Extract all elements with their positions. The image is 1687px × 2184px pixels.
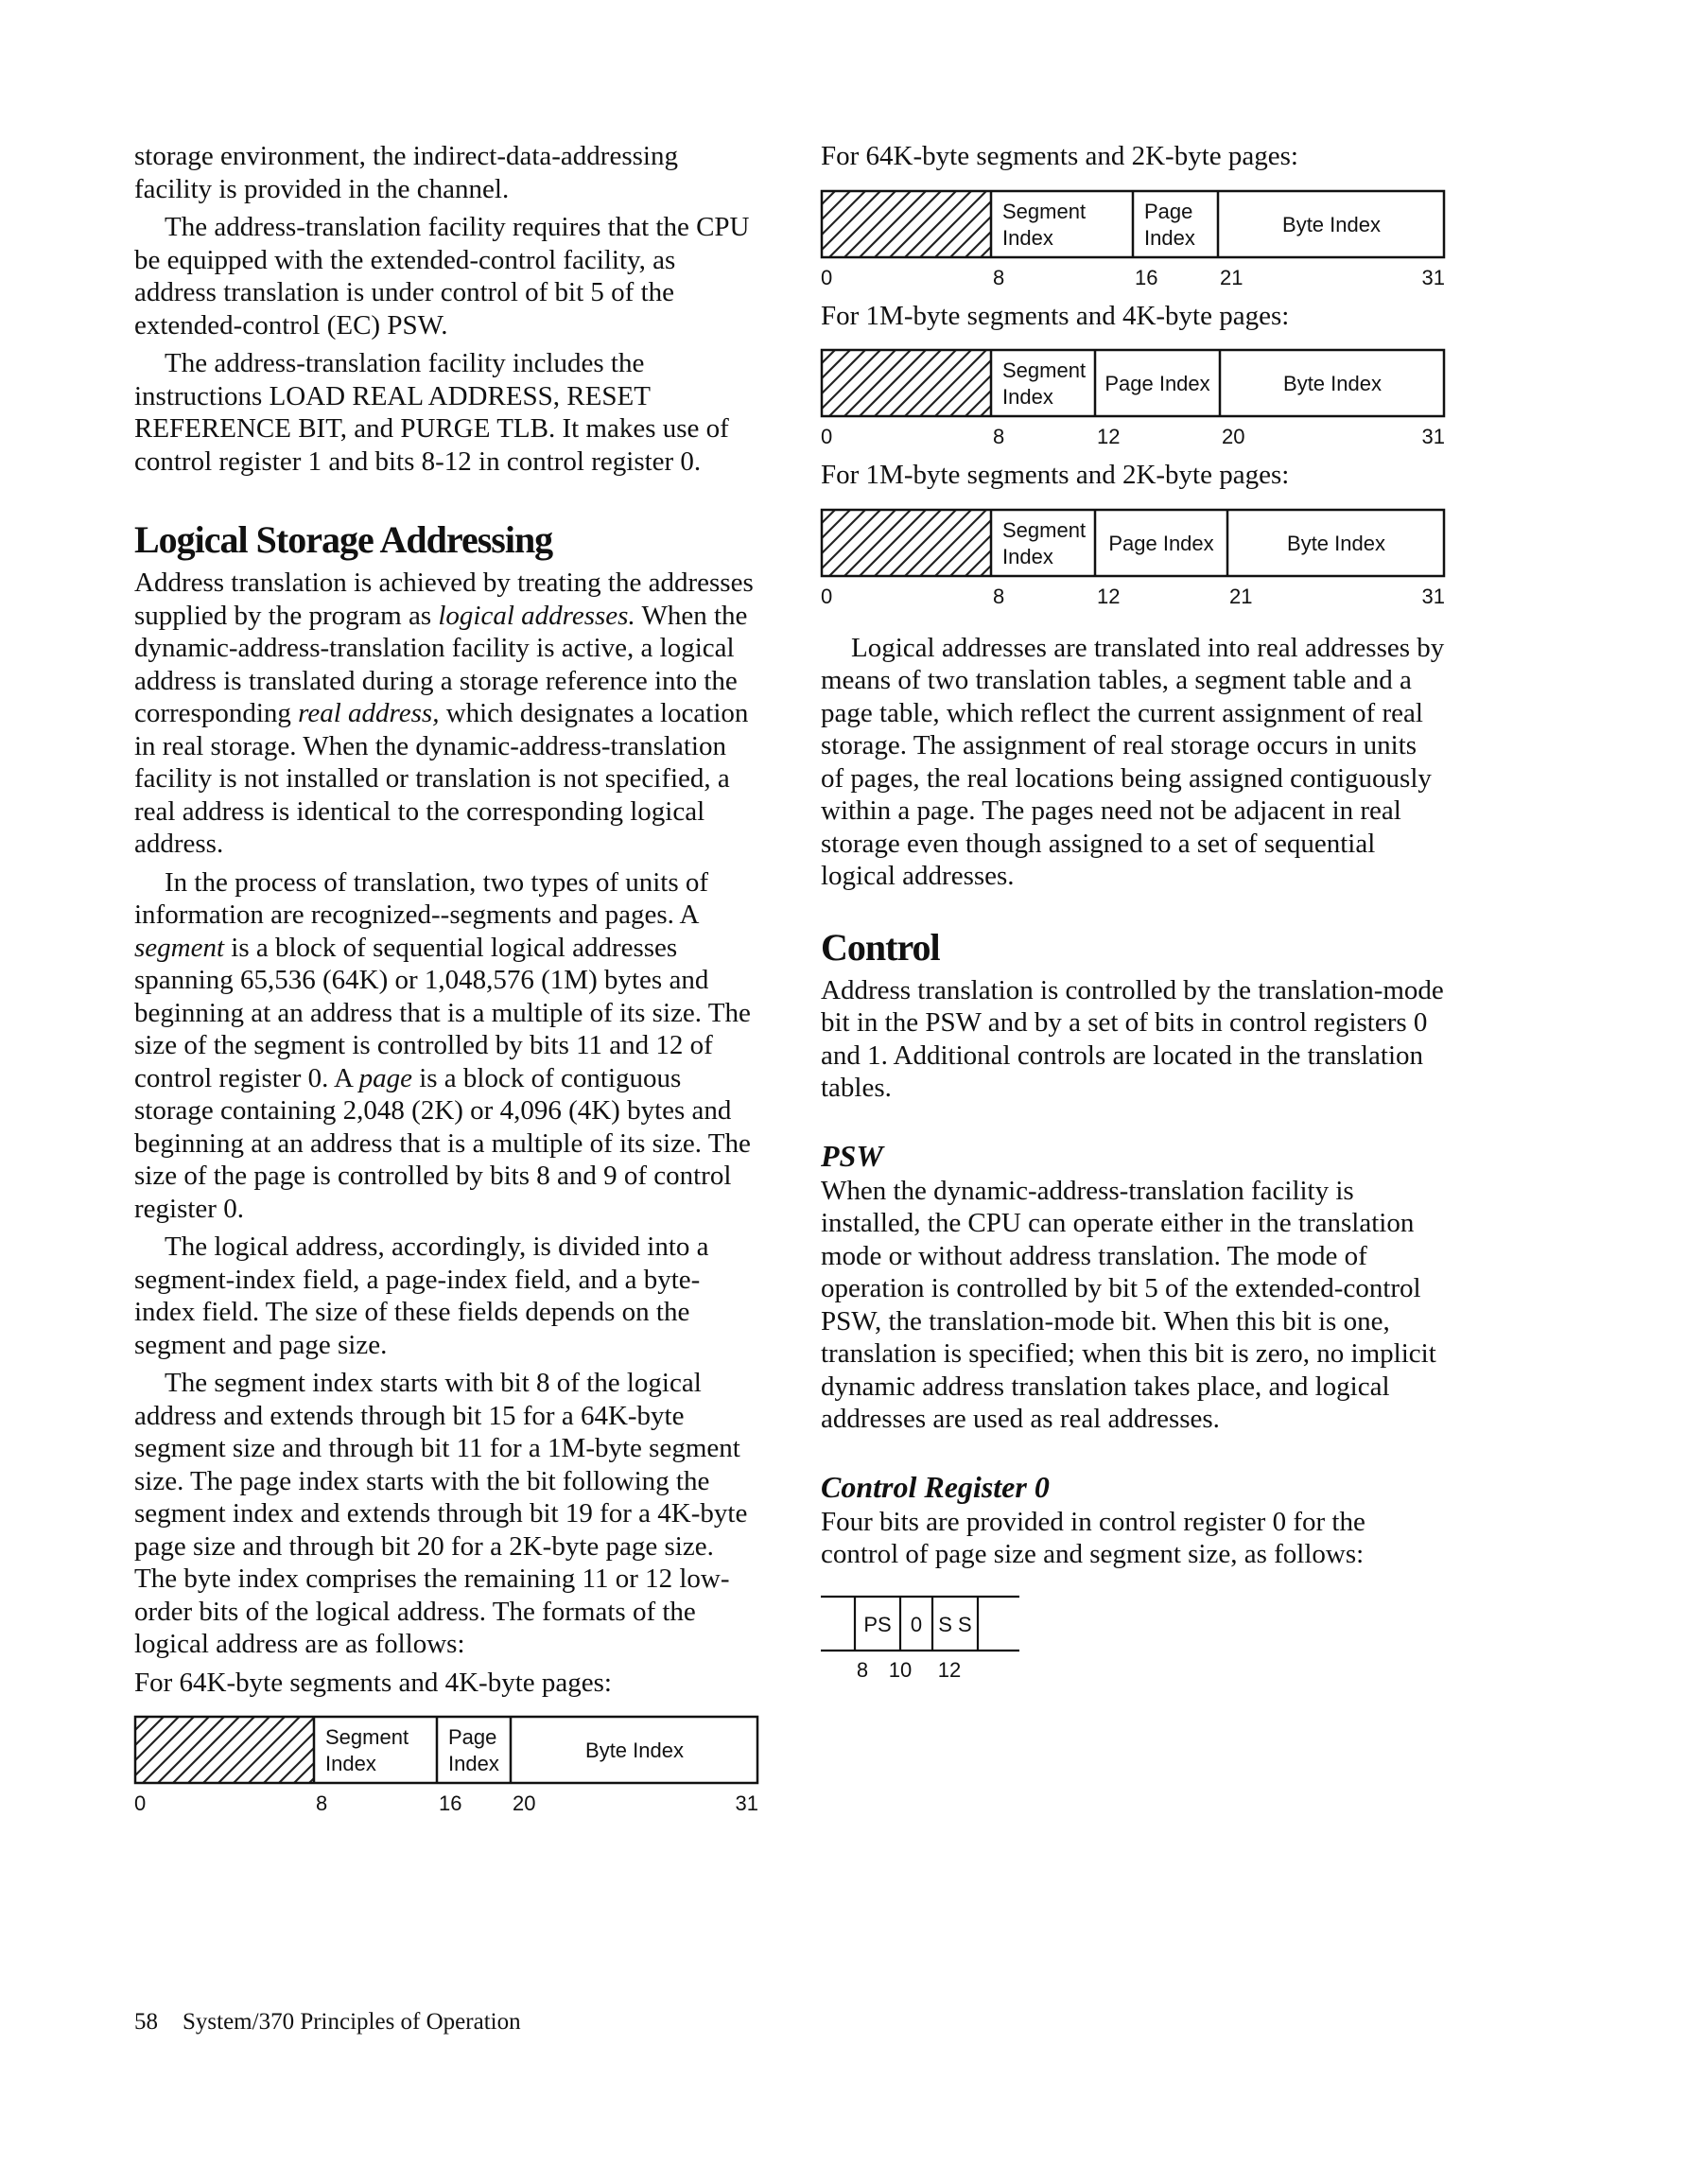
para-control: Address translation is controlled by the translation-mode bit in the PSW and by a set of bits in control registers 0 and 1. Additional controls are located in the translation tables.	[821, 974, 1444, 1103]
bit-number: 31	[1421, 265, 1445, 289]
bit-number: 10	[888, 1657, 913, 1682]
para-includes: The address-translation facility includes the instructions LOAD REAL ADDRESS, RESET REFERENCE BIT, and PURGE TLB. It makes use of control register 1 and bits 8-12 in control register 0.	[134, 348, 729, 477]
para-divided: The logical address, accordingly, is divided into a segment-index field, a page-index field, and a byte-index field. The size of these fields depends on the segment and page size.	[134, 1232, 709, 1360]
bit-number: 20	[513, 1791, 536, 1815]
bit-number: 8	[993, 584, 1005, 608]
cr0-field-label: S S	[938, 1612, 972, 1636]
field-label: Page Index	[1108, 531, 1214, 555]
format-1m-4k-diagram	[821, 349, 1445, 448]
page-number: 58	[134, 2009, 158, 2035]
field-label: Byte Index	[1283, 372, 1382, 395]
cr0-field-label: 0	[910, 1612, 923, 1636]
left-column	[134, 140, 758, 1826]
bit-number: 20	[1222, 425, 1245, 448]
cr0-diagram	[821, 1596, 1445, 1681]
bit-number: 8	[993, 425, 1005, 448]
field-label: Index	[1002, 544, 1053, 568]
bit-number: 0	[821, 265, 833, 289]
format-diagram-svg	[821, 349, 1445, 448]
field-label: Segment	[1002, 199, 1087, 223]
bit-number: 21	[1220, 265, 1244, 289]
right-column	[821, 140, 1445, 1696]
para-cr0: Four bits are provided in control register 0 for the control of page size and segment size, as follows:	[821, 1506, 1365, 1569]
bit-number: 8	[856, 1657, 869, 1682]
field-label: Page	[1144, 199, 1193, 223]
bit-number: 12	[1097, 584, 1121, 608]
format-64k-4k-diagram	[134, 1716, 758, 1815]
bit-number: 0	[134, 1791, 147, 1815]
format-64k-2k-label: For 64K-byte segments and 2K-byte pages:	[821, 141, 1298, 171]
para-psw: When the dynamic-address-translation facility is installed, the CPU can operate either in the translation mode or without address translation. The mode of operation is controlled by bit 5 of the extended-control PSW, the translation-mode bit. When this bit is one, translation is specified; when this bit is zero, no implicit dynamic address translation takes place, and logical addresses are used as real addresses.	[821, 1175, 1436, 1434]
bit-number: 31	[735, 1791, 758, 1815]
para-intro: storage environment, the indirect-data-addressing facility is provided in the channel.	[134, 141, 678, 204]
format-64k-4k-label: For 64K-byte segments and 4K-byte pages:	[134, 1667, 612, 1698]
bit-number: 12	[937, 1657, 962, 1682]
bit-number: 0	[821, 425, 833, 448]
field-label: Byte Index	[1282, 212, 1381, 236]
bit-number: 0	[821, 584, 833, 608]
para-segment-index: The segment index starts with bit 8 of the logical address and extends through bit 15 for a 64K-byte segment size and through bit 11 for a 1M-byte segment size. The page index starts with the bit following the segment index and extends through bit 19 for a 4K-byte page size and through bit 20 for a 2K-byte page size. The byte index comprises the remaining 11 or 12 low-order bits of the logical address. The formats of the logical address are as follows:	[134, 1368, 748, 1659]
heading-logical-storage-addressing: Logical Storage Addressing	[134, 518, 553, 561]
footer-title: System/370 Principles of Operation	[183, 2009, 521, 2035]
field-label: Page	[448, 1725, 497, 1749]
field-label: Index	[448, 1752, 499, 1775]
format-1m-4k-label: For 1M-byte segments and 4K-byte pages:	[821, 300, 1290, 331]
para-translated: Logical addresses are translated into real addresses by means of two translation tables, a segment table and a page table, which reflect the current assignment of real storage. The assignment of real storage occurs in units of pages, the real locations being assigned contiguously within a page. The pages need not be adjacent in real storage even though assigned to a set of sequential logical addresses.	[821, 632, 1445, 891]
field-label: Byte Index	[1287, 531, 1385, 555]
field-label: Index	[325, 1752, 376, 1775]
heading-psw: PSW	[821, 1138, 883, 1173]
para-requires: The address-translation facility requires that the CPU be equipped with the extended-control facility, as address translation is under control of bit 5 of the extended-control (EC) PSW.	[134, 212, 750, 341]
format-diagram-svg	[134, 1716, 758, 1815]
bit-number: 31	[1421, 584, 1445, 608]
field-label: Index	[1002, 225, 1053, 250]
heading-control: Control	[821, 925, 940, 969]
cr0-field-label: PS	[863, 1612, 892, 1636]
format-diagram-svg	[821, 190, 1445, 289]
field-label: Segment	[1002, 517, 1087, 542]
format-diagram-svg	[821, 509, 1445, 608]
field-label: Index	[1002, 385, 1053, 409]
bit-number: 21	[1229, 584, 1253, 608]
format-1m-2k-diagram	[821, 509, 1445, 608]
field-label: Index	[1144, 225, 1195, 250]
bit-number: 8	[316, 1791, 328, 1815]
para-logical: Address translation is achieved by treating the addresses supplied by the program as logical addresses. When the dynamic-address-translation facility is active, a logical address is translated during a storage reference into the corresponding real address, which designates a location in real storage. When the dynamic-address-translation facility is not installed or translation is not specified, a real address is identical to the corresponding logical address.	[134, 568, 754, 859]
bit-number: 12	[1097, 425, 1121, 448]
bit-number: 16	[439, 1791, 462, 1815]
para-process: In the process of translation, two types of units of information are recognized--segments and pages. A segment is a block of sequential logical addresses spanning 65,536 (64K) or 1,048,576 (1M) bytes and beginning at an address that is a multiple of its size. The size of the segment is controlled by bits 11 and 12 of control register 0. A page is a block of contiguous storage containing 2,048 (2K) or 4,096 (4K) bytes and beginning at an address that is a multiple of its size. The size of the page is controlled by bits 8 and 9 of control register 0.	[134, 866, 751, 1224]
field-label: Page Index	[1104, 372, 1210, 395]
bit-number: 31	[1421, 425, 1445, 448]
field-label: Segment	[325, 1725, 409, 1749]
bit-number: 16	[1135, 265, 1158, 289]
field-label: Segment	[1002, 358, 1087, 382]
page-footer	[134, 2009, 546, 2035]
bit-number: 8	[993, 265, 1005, 289]
format-64k-2k-diagram	[821, 190, 1445, 289]
cr0-diagram-svg	[821, 1596, 1048, 1681]
heading-control-register-0: Control Register 0	[821, 1469, 1050, 1504]
field-label: Byte Index	[585, 1738, 684, 1762]
format-1m-2k-label: For 1M-byte segments and 2K-byte pages:	[821, 460, 1290, 490]
